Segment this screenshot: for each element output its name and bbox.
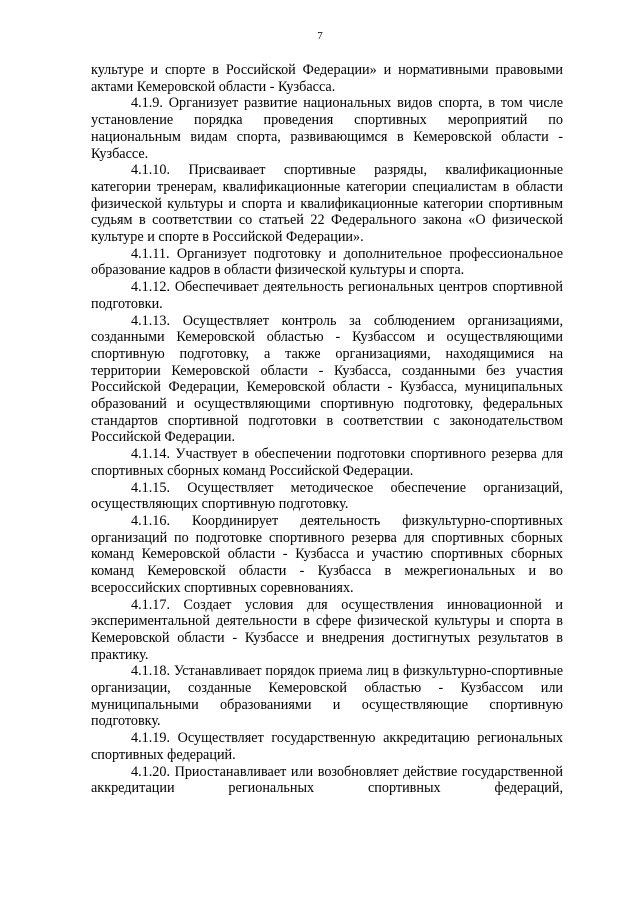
paragraph-4-1-14: 4.1.14. Участвует в обеспечении подготовки спортивного резерва для спортивных сборных команд Российской Федерации.: [91, 446, 563, 479]
paragraph-4-1-16: 4.1.16. Координирует деятельность физкультурно-спортивных организаций по подготовке спортивного резерва для спортивных сборных команд Кемеровской области - Кузбасса и участию спортивных сборных команд Кемеровской области - Кузбасса в межрегиональных и во всероссийских спортивных соревнованиях.: [91, 512, 563, 596]
paragraph-4-1-19: 4.1.19. Осуществляет государственную аккредитацию региональных спортивных федераций.: [91, 730, 563, 763]
paragraph-4-1-15: 4.1.15. Осуществляет методическое обеспечение организаций, осуществляющих спортивную подготовку.: [91, 479, 563, 513]
paragraph-4-1-18: 4.1.18. Устанавливает порядок приема лиц в физкультурно-спортивные организации, созданные Кемеровской областью - Кузбассом или муниципальными образованиями и осуществляющие спортивную подготовку.: [91, 663, 563, 730]
paragraph: культуре и спорте в Российской Федерации» и нормативными правовыми актами Кемеровской области - Кузбасса.: [91, 62, 563, 95]
paragraph-4-1-17: 4.1.17. Создает условия для осуществления инновационной и экспериментальной деятельности в сфере физической культуры и спорта в Кемеровской области - Кузбассе и внедрения достигнутых результатов в практику.: [91, 596, 563, 663]
paragraph-4-1-13: 4.1.13. Осуществляет контроль за соблюдением организациями, созданными Кемеровской областью - Кузбассом и осуществляющими спортивную подготовку, а также организациями, находящимися на территории Кемеровской области - Кузбасса, созданными без участия Российской Федерации, Кемеровской области - Кузбасса, муниципальных образований и осуществляющими спортивную подготовку, федеральных стандартов спортивной подготовки в соответствии с законодательством Российской Федерации.: [91, 312, 563, 446]
paragraph-4-1-20: 4.1.20. Приостанавливает или возобновляет действие государственной аккредитации региональных спортивных федераций,: [91, 763, 563, 797]
paragraph-4-1-9: 4.1.9. Организует развитие национальных видов спорта, в том числе установление порядка проведения спортивных мероприятий по национальным видам спорта, развивающимся в Кемеровской области - Кузбассе.: [91, 95, 563, 162]
page-number: 7: [317, 30, 323, 42]
paragraph-4-1-10: 4.1.10. Присваивает спортивные разряды, квалификационные категории тренерам, квалификационные категории специалистам в области физической культуры и спорта и квалификационные категории спортивным судьям в соответствии со статьей 22 Федерального закона «О физической культуре и спорте в Российской Федерации».: [91, 162, 563, 246]
paragraph-4-1-11: 4.1.11. Организует подготовку и дополнительное профессиональное образование кадров в области физической культуры и спорта.: [91, 245, 563, 279]
paragraph-4-1-12: 4.1.12. Обеспечивает деятельность региональных центров спортивной подготовки.: [91, 279, 563, 312]
document-body: [91, 62, 563, 797]
